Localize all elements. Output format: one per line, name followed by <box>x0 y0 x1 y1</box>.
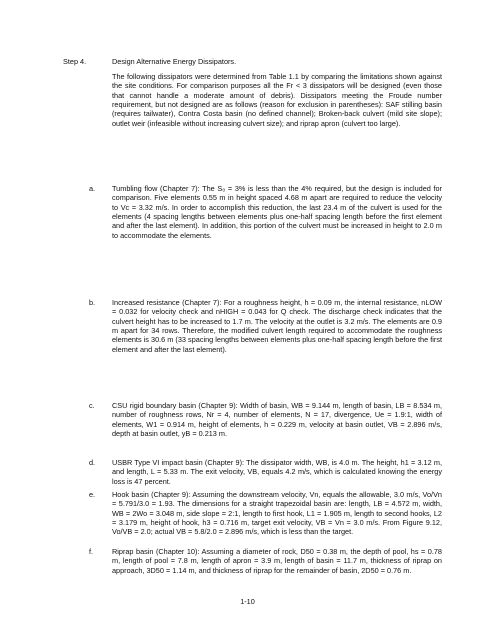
step-number: Step 4. <box>63 57 87 66</box>
list-item-letter: c. <box>89 401 95 410</box>
list-item-text: CSU rigid boundary basin (Chapter 9): Width of basin, WB = 9.144 m, length of basin, LB = 8.534 m, number of roughness rows, Nr = 4, number of elements, N = 17, divergence, Ue = 1.9:1, width of elements, W1 = 0.914 m, height of elements, h = 0.229 m, velocity at basin outlet, VB = 2.896 m/s, depth at basin outlet, yB = 0.213 m. <box>112 401 442 439</box>
list-item-text: Riprap basin (Chapter 10): Assuming a diameter of rock, D50 = 0.38 m, the depth of pool, hs = 0.78 m, length of pool = 7.8 m, length of apron = 3.9 m, length of basin = 11.7 m, thickness of riprap on approach, 3D50 = 1.14 m, and thickness of riprap for the remainder of basin, 2D50 = 0.76 m. <box>112 547 442 575</box>
list-item-text: Increased resistance (Chapter 7): For a roughness height, h = 0.09 m, the internal resistance, nLOW = 0.032 for velocity check and nHIGH = 0.043 for Q check. The discharge check indicates that the culvert height has to be increased to 1.7 m. The velocity at the outlet is 3.2 m/s. The elements are 0.9 m apart for 34 rows. Therefore, the modified culvert length required to accommodate the roughness elements is 30.6 m (33 spacing lengths between elements plus one-half spacing length before the first element and after the last element). <box>112 298 442 354</box>
list-item-letter: f. <box>89 547 94 556</box>
list-item-letter: e. <box>89 490 96 499</box>
step-title: Design Alternative Energy Dissipators. <box>112 57 237 66</box>
list-item-letter: d. <box>89 458 96 467</box>
list-item-text: Hook basin (Chapter 9): Assuming the downstream velocity, Vn, equals the allowable, 3.0 m/s, Vo/Vn = 5.791/3.0 = 1.93. The dimensions for a straight trapezoidal basin are: length, LB = 4.572 m, width, WB = 2Wo = 3.048 m, side slope = 2:1, length to first hook, L1 = 1.905 m, length to second hooks, L2 = 3.179 m, height of hook, h3 = 0.716 m, target exit velocity, VB = Vn = 3.0 m/s. From Figure 9.12, Vo/VB = 2.0; actual VB = 5.8/2.0 = 2.896 m/s, which is less than the target. <box>112 490 442 537</box>
list-item-text: USBR Type VI impact basin (Chapter 9): The dissipator width, WB, is 4.0 m. The height, h1 = 3.12 m, and length, L = 5.33 m. The exit velocity, VB, equals 4.2 m/s, which is calculated knowing the energy loss is 47 percent. <box>112 458 442 486</box>
intro-paragraph: The following dissipators were determined from Table 1.1 by comparing the limitations shown against the site conditions. For comparison purposes all the Fr < 3 dissipators will be designed (even those that cannot handle a moderate amount of debris). Dissipators meeting the Froude number requirement, but not designed are as follows (reason for exclusion in parentheses): SAF stilling basin (requires tailwater), Contra Costa basin (no defined channel); Broken-back culvert (mild site slope); outlet weir (infeasible without increasing culvert size); and riprap apron (culvert too large). <box>112 72 442 128</box>
list-item-letter: b. <box>89 298 96 307</box>
page-number: 1-10 <box>240 597 255 606</box>
list-item-text: Tumbling flow (Chapter 7): The S₀ = 3% is less than the 4% required, but the design is included for comparison. Five elements 0.55 m in height spaced 4.68 m apart are required to reduce the velocity to Vc = 3.32 m/s. In order to accomplish this reduction, the last 23.4 m of the culvert is used for the elements (4 spacing lengths between elements plus one-half spacing length before the first element and after the last element). In addition, this portion of the culvert must be increased in height to 2.0 m to accommodate the elements. <box>112 184 442 240</box>
step-heading <box>63 57 236 67</box>
list-item-letter: a. <box>89 184 96 193</box>
